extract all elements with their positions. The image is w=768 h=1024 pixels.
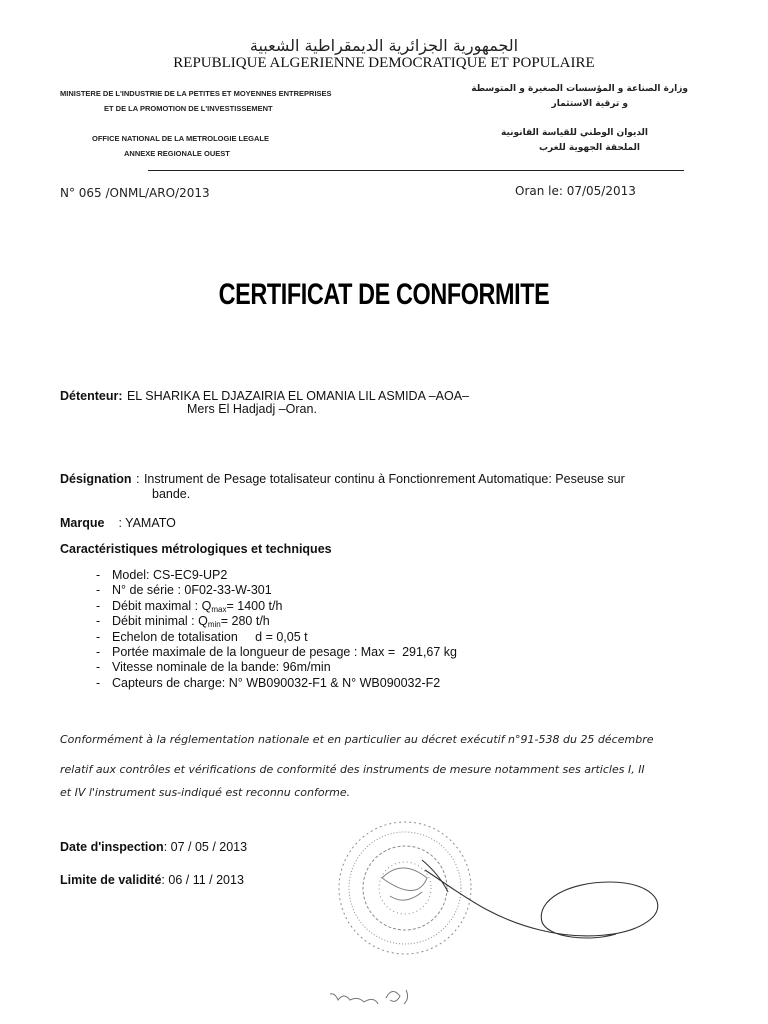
place-date: Oran le: 07/05/2013 [515,184,636,198]
specs-list [96,568,457,691]
spec-capteurs: - Capteurs de charge: N° WB090032-F1 & N° WB090032-F2 [96,675,441,690]
designation-label: Désignation [60,472,132,486]
brand-label: Marque [60,516,105,530]
validity-label: Limite de validité [60,873,162,887]
holder-name: EL SHARIKA EL DJAZAIRIA EL OMANIA LIL ASMIDA –AOA– [126,389,470,403]
ministry-fr-line2: ET DE LA PROMOTION DE L'INVESTISSEMENT [104,104,273,113]
french-republic-title: REPUBLIQUE ALGERIENNE DEMOCRATIQUE ET POPULAIRE [173,55,595,71]
designation-line2: bande. [152,487,191,501]
arabic-republic-title: الجمهورية الجزائرية الديمقراطية الشعبية [249,36,519,55]
inspection-label: Date d'inspection [60,840,164,854]
legal-line3: et IV l'instrument sus-indiqué est reconnu conforme. [60,786,351,799]
brand-block [60,514,176,532]
ministry-ar-line1: وزارة الصناعة و المؤسسات الصغيرة و المتوسطة [471,84,688,94]
specs-heading: Caractéristiques métrologiques et techniques [60,542,332,556]
office-ar-line2: الملحقة الجهوية للغرب [538,143,640,153]
header-divider [148,170,684,171]
validity-date-block [60,871,244,889]
ministry-fr-line1: MINISTERE DE L'INDUSTRIE DE LA PETITES ET MOYENNES ENTREPRISES [60,89,332,98]
official-stamp-and-signature [330,818,670,1018]
spec-portee: - Portée maximale de la longueur de pesage : Max = 291,67 kg [96,644,458,659]
inspection-date-block [60,838,247,856]
legal-line1: Conformément à la réglementation nationale et en particulier au décret exécutif n°91-538 du 25 décembre [60,733,654,746]
spec-qmin: - Débit minimal : $Q_{min}= 280$ t/h [96,614,270,630]
reference-number: N° 065 /ONML/ARO/2013 [60,186,210,200]
certificate-title: CERTIFICAT DE CONFORMITE [218,278,550,311]
designation-block: Désignation : Instrument de Pesage totalisateur continu à Fonctionrement Automatique: Peseuse sur [60,472,625,486]
designation-line1: Instrument de Pesage totalisateur continu à Fonctionrement Automatique: Peseuse sur [143,472,625,486]
spec-qmax: - Débit maximal : $Q_{max}= 1400$ t/h [96,598,283,614]
spec-vitesse: - Vitesse nominale de la bande: 96m/min [96,660,331,675]
holder-label: Détenteur [60,389,119,403]
office-fr-line1: OFFICE NATIONAL DE LA METROLOGIE LEGALE [92,134,269,143]
spec-model: - Model: CS-EC9-UP2 [96,568,228,582]
brand-value: : YAMATO [118,516,176,530]
legal-line2: relatif aux contrôles et vérifications de conformité des instruments de mesure notamment ses articles I, II [60,763,645,776]
handwritten-initials [330,990,408,1004]
holder-address: Mers El Hadjadj –Oran. [187,402,317,416]
holder-block: Détenteur: EL SHARIKA EL DJAZAIRIA EL OMANIA LIL ASMIDA –AOA– [60,389,470,403]
spec-echelon: - Echelon de totalisation d = 0,05 t [96,629,308,644]
signature [422,860,658,938]
validity-value: : 06 / 11 / 2013 [161,873,244,887]
spec-serial: - N° de série : 0F02-33-W-301 [96,583,272,598]
office-ar-line1: الديوان الوطني للقياسة القانونية [501,128,648,138]
ministry-ar-line2: و ترقية الاستثمار [551,99,628,109]
inspection-value: : 07 / 05 / 2013 [163,840,248,854]
office-fr-line2: ANNEXE REGIONALE OUEST [124,149,230,158]
